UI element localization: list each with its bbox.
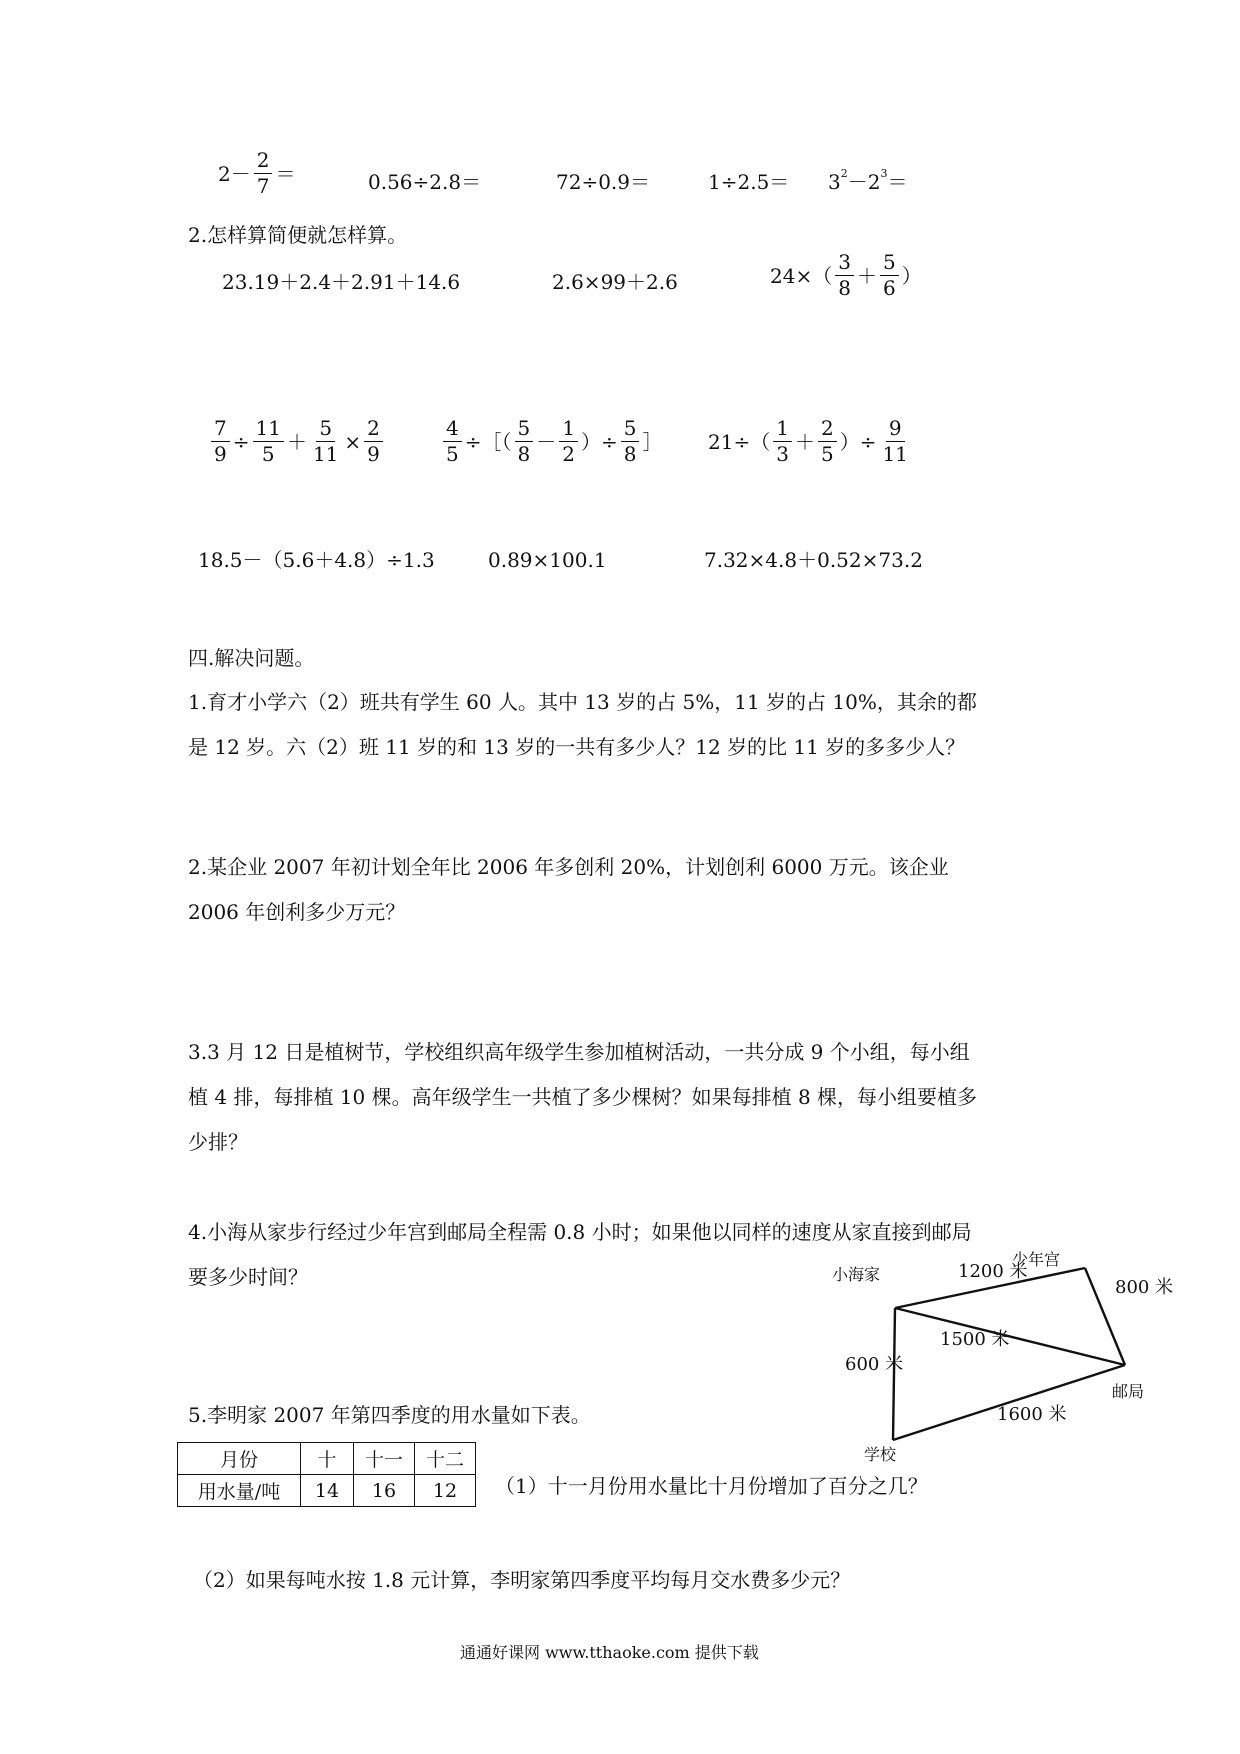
calc-r3-a: 18.5－（5.6＋4.8）÷1.3 xyxy=(198,548,435,572)
fraction: $\frac{5}{6}$ xyxy=(880,252,899,299)
map-dist-home-palace: 1200 米 xyxy=(958,1261,1028,1282)
table-cell: 16 xyxy=(354,1475,415,1507)
fraction: $\frac{2}{7}$ xyxy=(254,150,273,197)
fraction: $\frac{11}{5}$ xyxy=(253,418,284,465)
map-dist-home-school: 600 米 xyxy=(845,1354,904,1375)
map-dist-school-post: 1600 米 xyxy=(997,1404,1067,1425)
map-label-palace: 少年宫 xyxy=(1012,1250,1061,1269)
fraction: $\frac{2}{5}$ xyxy=(818,418,837,465)
map-label-school: 学校 xyxy=(864,1445,897,1464)
oral-expr-2: 0.56÷2.8＝ xyxy=(368,170,482,194)
fraction: $\frac{1}{2}$ xyxy=(559,418,578,465)
oral-expr-5: $3^2-2^3=$ xyxy=(828,167,908,194)
question-5: 5.李明家 2007 年第四季度的用水量如下表。 xyxy=(188,1403,591,1427)
question-3: 3.3 月 12 日是植树节，学校组织高年级学生参加植树活动，一共分成 9 个小组，每小组植 4 排，每排植 10 棵。高年级学生一共植了多少棵树？如果每排植 8 棵，每小组要植多少排？ xyxy=(188,1040,978,1154)
map-dist-home-post: 1500 米 xyxy=(940,1329,1010,1350)
map-dist-palace-post: 800 米 xyxy=(1115,1277,1174,1298)
fraction: $\frac{1}{3}$ xyxy=(773,418,792,465)
question-5-part-1: （1）十一月份用水量比十月份增加了百分之几？ xyxy=(495,1474,928,1498)
oral-expr-4: 1÷2.5＝ xyxy=(708,170,790,194)
expr-text: 2－ xyxy=(218,161,251,186)
question-1: 1.育才小学六（2）班共有学生 60 人。其中 13 岁的占 5%，11 岁的占 10%，其余的都是 12 岁。六（2）班 11 岁的和 13 岁的一共有多少人？12 岁的比 11 岁的多多少人？ xyxy=(188,690,977,759)
table-header-cell: 十 xyxy=(301,1443,354,1475)
section2-title: 2.怎样算简便就怎样算。 xyxy=(188,223,408,247)
calc-r1-c: 24×（ $\frac{3}{8}$ ＋ $\frac{5}{6}$ ） xyxy=(770,250,922,300)
question-4: 4.小海从家步行经过少年宫到邮局全程需 0.8 小时；如果他以同样的速度从家直接到邮局要多少时间？ xyxy=(188,1220,972,1289)
section4-title: 四.解决问题。 xyxy=(188,646,315,670)
question-2: 2.某企业 2007 年初计划全年比 2006 年多创利 20%，计划创利 6000 万元。该企业 2006 年创利多少万元？ xyxy=(188,855,949,924)
water-usage-table xyxy=(177,1442,476,1507)
oral-expr-3: 72÷0.9＝ xyxy=(556,170,651,194)
table-cell: 用水量/吨 xyxy=(178,1475,301,1507)
path-home-post xyxy=(895,1308,1125,1365)
table-header-cell: 月份 xyxy=(178,1443,301,1475)
table-header-cell: 十二 xyxy=(415,1443,476,1475)
calc-r2-c: 21÷（ $\frac{1}{3}$ ＋ $\frac{2}{5}$ ）÷ $\frac{9}{11}$ xyxy=(708,418,914,465)
table-cell: 12 xyxy=(415,1475,476,1507)
question-5-part-2: （2）如果每吨水按 1.8 元计算，李明家第四季度平均每月交水费多少元？ xyxy=(193,1568,851,1592)
table-header-cell: 十一 xyxy=(354,1443,415,1475)
map-label-post: 邮局 xyxy=(1112,1382,1145,1401)
calc-r3-b: 0.89×100.1 xyxy=(488,548,607,572)
table-row xyxy=(178,1475,476,1507)
table-row xyxy=(178,1443,476,1475)
expr-text: ＝ xyxy=(275,161,296,186)
fraction: $\frac{9}{11}$ xyxy=(882,416,908,466)
table-cell: 14 xyxy=(301,1475,354,1507)
map-label-home: 小海家 xyxy=(832,1265,881,1284)
fraction: $\frac{5}{11}$ xyxy=(312,416,339,466)
calc-r2-a: $\frac{7}{9}$ ÷ $\frac{11}{5}$ ＋ $\frac{5}{11}$ × $\frac{2}{9}$ xyxy=(208,418,386,465)
fraction: $\frac{7}{9}$ xyxy=(211,418,230,465)
oral-expr-1 xyxy=(218,150,295,197)
fraction: $\frac{5}{8}$ xyxy=(621,418,640,465)
calc-r1-b: 2.6×99＋2.6 xyxy=(552,270,678,294)
calc-r1-a: 23.19＋2.4＋2.91＋14.6 xyxy=(222,270,461,294)
fraction: $\frac{5}{8}$ xyxy=(515,418,534,465)
calc-r2-b: $\frac{4}{5}$ ÷［（ $\frac{5}{8}$ － $\frac{1}{2}$ ）÷ $\frac{5}{8}$ ］ xyxy=(440,418,662,465)
fraction: $\frac{3}{8}$ xyxy=(835,252,854,299)
fraction: $\frac{2}{9}$ xyxy=(364,418,383,465)
fraction: $\frac{4}{5}$ xyxy=(443,418,462,465)
calc-r3-c: 7.32×4.8＋0.52×73.2 xyxy=(704,548,923,572)
page-footer: 通通好课网 www.tthaoke.com 提供下载 xyxy=(460,1643,759,1662)
